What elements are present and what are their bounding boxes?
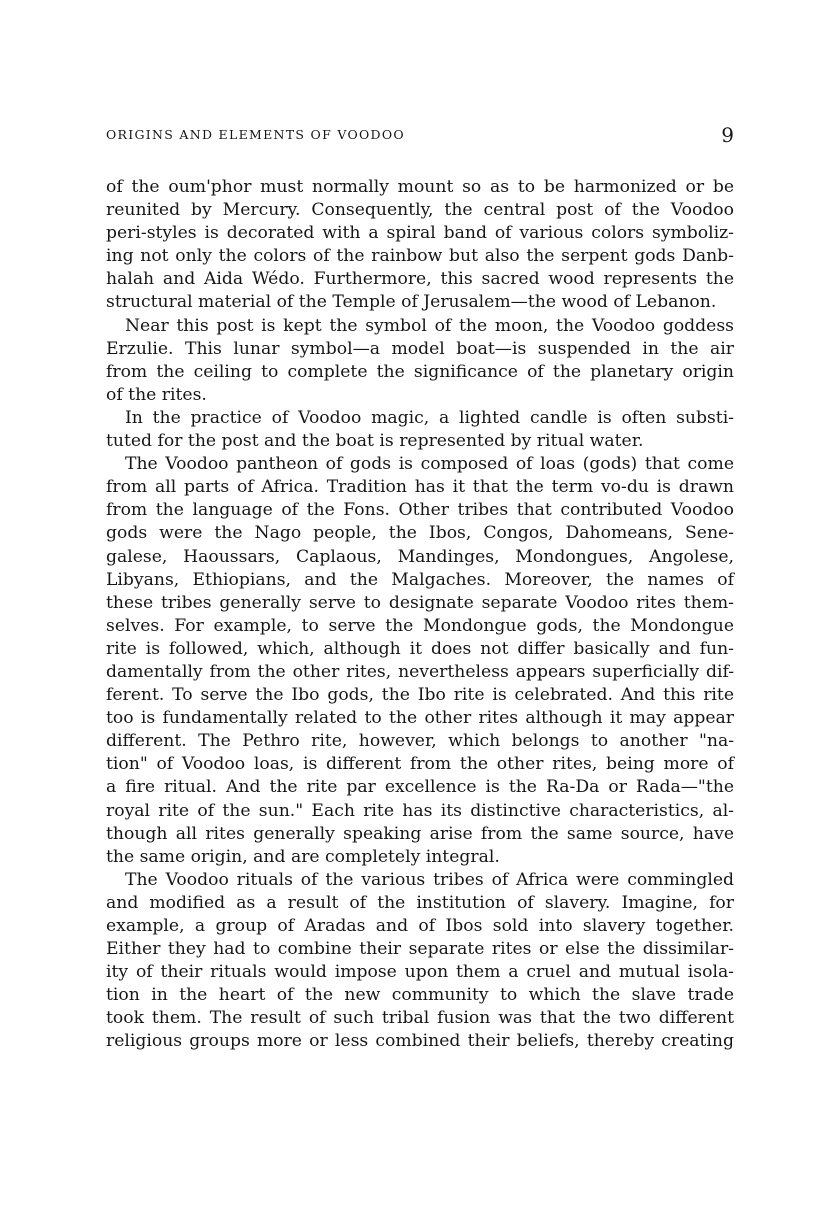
text-line: of the rites. [106, 384, 207, 405]
text-line: the same origin, and are completely integral. [106, 846, 500, 867]
text-line: reunited by Mercury. Consequently, the central post of the Voodoo [106, 200, 734, 221]
text-line: different. The Pethro rite, however, which belongs to another "na- [106, 731, 734, 752]
text-line: from the language of the Fons. Other tribes that contributed Voodoo [106, 500, 734, 521]
page-number: 9 [721, 123, 734, 147]
text-line: took them. The result of such tribal fusion was that the two different [106, 1008, 734, 1029]
text-line: tion in the heart of the new community to which the slave trade [106, 985, 734, 1006]
text-line: The Voodoo pantheon of gods is composed of loas (gods) that come [125, 454, 734, 475]
text-line: of the oum'phor must normally mount so as to be harmonized or be [106, 177, 734, 197]
text-line: religious groups more or less combined their beliefs, thereby creating [106, 1031, 734, 1052]
text-line: ity of their rituals would impose upon them a cruel and mutual isola- [106, 962, 734, 983]
text-line: The Voodoo rituals of the various tribes of Africa were commingled [125, 869, 734, 890]
text-line: peri-styles is decorated with a spiral band of various colors symboliz- [106, 223, 734, 244]
text-line: Either they had to combine their separate rites or else the dissimilar- [106, 939, 734, 960]
text-line: structural material of the Temple of Jerusalem—the wood of Lebanon. [106, 292, 717, 313]
text-line: example, a group of Aradas and of Ibos sold into slavery together. [106, 916, 734, 936]
text-line: tuted for the post and the boat is represented by ritual water. [106, 431, 644, 452]
body-text [106, 176, 734, 1054]
text-line: selves. For example, to serve the Mondongue gods, the Mondongue [106, 615, 734, 636]
text-line: from the ceiling to complete the significance of the planetary origin [106, 361, 734, 382]
text-line: these tribes generally serve to designate separate Voodoo rites them- [106, 592, 734, 613]
running-head [106, 123, 734, 147]
text-line: and modified as a result of the institution of slavery. Imagine, for [106, 892, 734, 913]
text-line: rite is followed, which, although it does not differ basically and fun- [106, 638, 734, 659]
text-line: royal rite of the sun." Each rite has its distinctive characteristics, al- [106, 800, 734, 821]
text-line: halah and Aida Wédo. Furthermore, this sacred wood represents the [106, 269, 734, 290]
text-line: from all parts of Africa. Tradition has it that the term vo-du is drawn [106, 477, 734, 498]
text-line: though all rites generally speaking arise from the same source, have [106, 823, 734, 844]
text-line: Libyans, Ethiopians, and the Malgaches. Moreover, the names of [106, 569, 734, 590]
text-line: ferent. To serve the Ibo gods, the Ibo rite is celebrated. And this rite [106, 685, 734, 706]
text-line: In the practice of Voodoo magic, a lighted candle is often substi- [125, 407, 734, 428]
text-line: a fire ritual. And the rite par excellence is the Ra-Da or Rada—"the [106, 777, 734, 798]
text-line: Erzulie. This lunar symbol—a model boat—is suspended in the air [106, 338, 734, 359]
text-line: gods were the Nago people, the Ibos, Congos, Dahomeans, Sene- [106, 523, 734, 544]
text-line: galese, Haoussars, Caplaous, Mandinges, Mondongues, Angolese, [106, 546, 734, 567]
text-line: tion" of Voodoo loas, is different from the other rites, being more of [106, 754, 734, 775]
text-line: damentally from the other rites, nevertheless appears superficially dif- [106, 661, 734, 682]
text-line: too is fundamentally related to the other rites although it may appear [106, 708, 734, 729]
text-line: Near this post is kept the symbol of the moon, the Voodoo goddess [125, 315, 734, 336]
text-line: ing not only the colors of the rainbow but also the serpent gods Danb- [106, 246, 734, 267]
running-title: ORIGINS AND ELEMENTS OF VOODOO [106, 127, 405, 142]
